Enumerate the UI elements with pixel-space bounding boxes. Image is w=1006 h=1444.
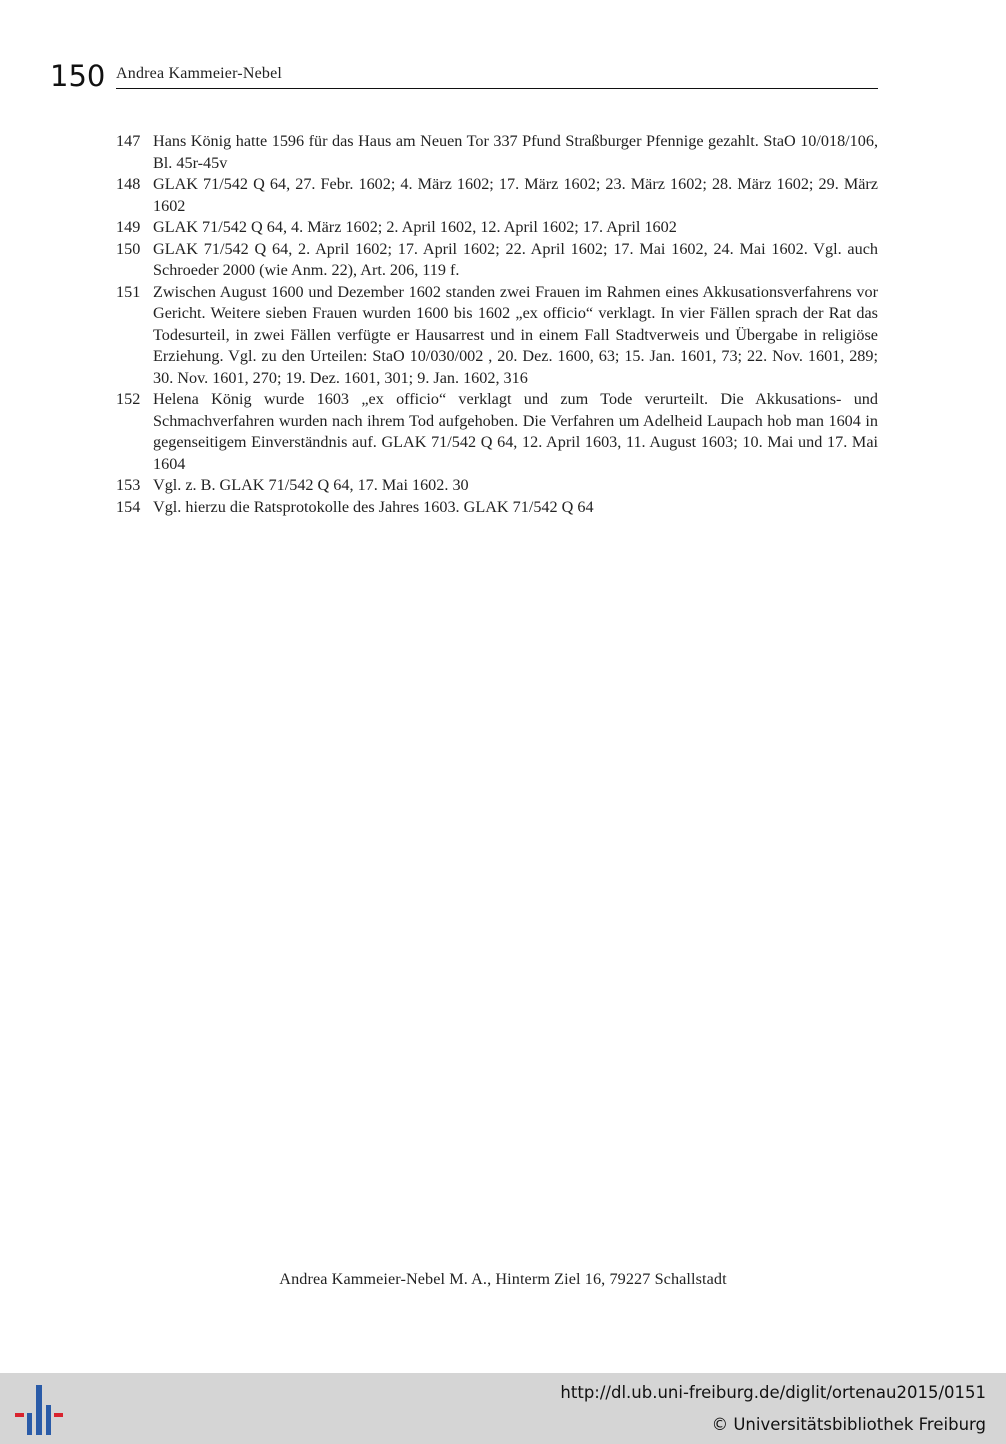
footnote-text: GLAK 71/542 Q 64, 2. April 1602; 17. April 1602; 22. April 1602; 17. Mai 1602, 24. Mai 1602. Vgl. auch Schroeder 2000 (wie Anm. 22), Art. 206, 119 f. [153, 239, 878, 279]
ub-freiburg-logo-icon [14, 1383, 64, 1437]
page-number: 150 [50, 59, 106, 93]
footer-copyright: © Universitätsbibliothek Freiburg [711, 1415, 986, 1434]
footnote [116, 174, 878, 217]
footer-url-link[interactable]: http://dl.ub.uni-freiburg.de/diglit/ortenau2015/0151 [560, 1383, 986, 1402]
footer-bar [0, 1373, 1006, 1444]
footnote-text: GLAK 71/542 Q 64, 4. März 1602; 2. April 1602, 12. April 1602; 17. April 1602 [153, 218, 677, 236]
footnote-number: 153 [116, 476, 141, 494]
footnote [116, 475, 878, 497]
footnote [116, 497, 878, 519]
footnotes-list [116, 131, 878, 518]
footnote-text: GLAK 71/542 Q 64, 27. Febr. 1602; 4. März 1602; 17. März 1602; 23. März 1602; 28. März 1602; 29. März 1602 [153, 175, 878, 215]
footnote-number: 148 [116, 175, 141, 193]
footnote [116, 282, 878, 390]
footnote-text: Zwischen August 1600 und Dezember 1602 standen zwei Frauen im Rahmen eines Akkusationsverfahrens vor Gericht. Weitere sieben Frauen wurden 1600 bis 1602 „ex officio“ verklagt. In vier Fällen sprach der Rat das Todesurteil, in zwei Fällen verfügte er Hausarrest und in einem Fall Stadtverweis und Übergabe in religiöse Erziehung. Vgl. zu den Urteilen: StaO 10/030/002 , 20. Dez. 1600, 63; 15. Jan. 1601, 73; 22. Nov. 1601, 289; 30. Nov. 1601, 270; 19. Dez. 1601, 301; 9. Jan. 1602, 316 [153, 282, 878, 387]
footnote [116, 389, 878, 475]
page-header [50, 58, 878, 91]
footnote-text: Hans König hatte 1596 für das Haus am Neuen Tor 337 Pfund Straßburger Pfennige gezahlt. StaO 10/018/106, Bl. 45r-45v [153, 132, 878, 172]
running-head: Andrea Kammeier-Nebel [116, 65, 283, 82]
footnote-number: 151 [116, 282, 141, 301]
footnote-number: 154 [116, 497, 141, 516]
author-address: Andrea Kammeier-Nebel M. A., Hinterm Ziel 16, 79227 Schallstadt [279, 1270, 727, 1288]
footnote-text: Vgl. hierzu die Ratsprotokolle des Jahres 1603. GLAK 71/542 Q 64 [153, 497, 594, 516]
footnote-text: Helena König wurde 1603 „ex officio“ verklagt und zum Tode verurteilt. Die Akkusations- und Schmachverfahren wurden nach ihrem Tod aufgehoben. Die Verfahren um Adelheid Laupach hob man 1604 in gegenseitigem Einverständnis auf. GLAK 71/542 Q 64, 12. April 1603, 11. August 1603; 10. Mai und 17. Mai 1604 [153, 390, 878, 473]
footnote [116, 239, 878, 282]
footnote [116, 217, 878, 239]
footnote-number: 147 [116, 132, 141, 150]
footnote-number: 152 [116, 390, 141, 408]
footnote-text: Vgl. z. B. GLAK 71/542 Q 64, 17. Mai 1602. 30 [153, 476, 469, 494]
footnote [116, 131, 878, 174]
footnote-number: 149 [116, 218, 141, 236]
header-rule [116, 88, 878, 89]
footnote-number: 150 [116, 239, 141, 258]
